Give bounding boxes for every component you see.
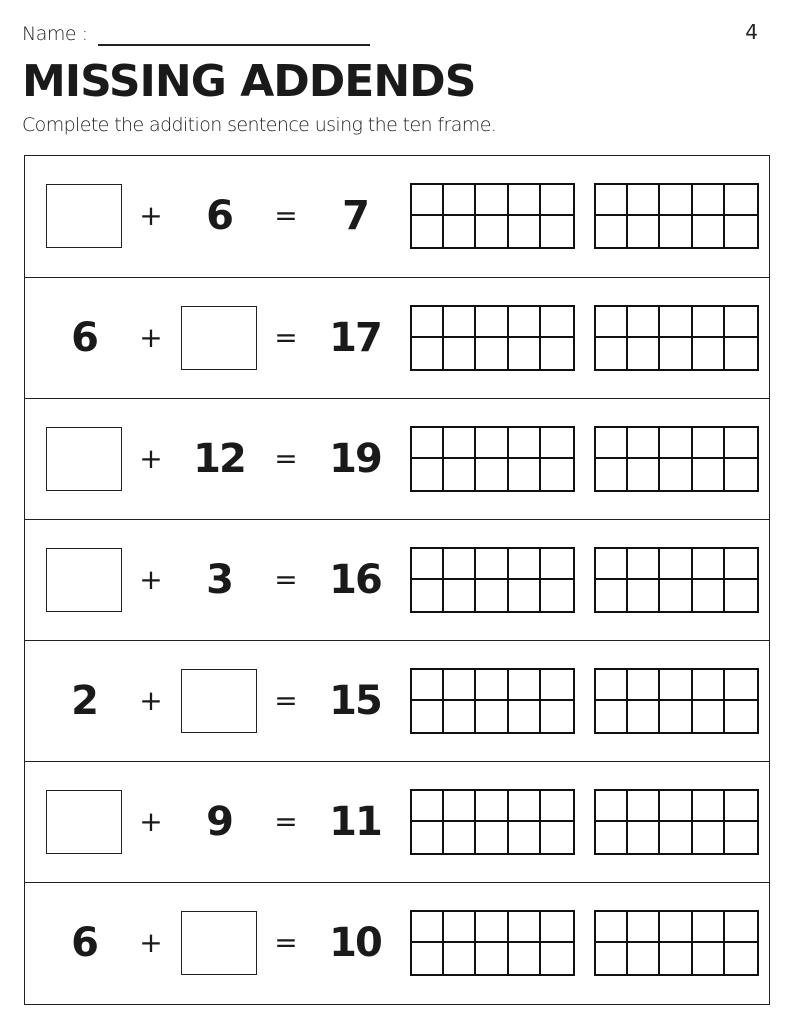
ten-frame-cell[interactable] bbox=[412, 459, 444, 490]
plus-sign: + bbox=[139, 925, 163, 959]
ten-frame-cell[interactable] bbox=[596, 338, 628, 369]
second-addend-slot bbox=[181, 669, 257, 733]
ten-frame-cell[interactable] bbox=[693, 549, 725, 580]
ten-frame-cell[interactable] bbox=[509, 428, 541, 459]
ten-frame-cell[interactable] bbox=[660, 670, 692, 701]
ten-frame-cell[interactable] bbox=[541, 701, 573, 732]
equals-sign: = bbox=[274, 804, 298, 838]
equals-sign: = bbox=[274, 683, 298, 717]
ten-frame-cell[interactable] bbox=[660, 549, 692, 580]
answer-box[interactable] bbox=[46, 427, 122, 491]
ten-frame-cell[interactable] bbox=[660, 459, 692, 490]
ten-frame-cell[interactable] bbox=[412, 549, 444, 580]
ten-frame-cell[interactable] bbox=[541, 549, 573, 580]
ten-frame-cell[interactable] bbox=[725, 307, 757, 338]
first-addend: 6 bbox=[71, 919, 97, 966]
ten-frame bbox=[410, 789, 575, 855]
ten-frame-cell[interactable] bbox=[412, 791, 444, 822]
ten-frame-cell[interactable] bbox=[509, 549, 541, 580]
answer-box[interactable] bbox=[181, 306, 257, 370]
ten-frame-cell[interactable] bbox=[628, 822, 660, 853]
name-label: Name : bbox=[22, 23, 88, 45]
ten-frame-cell[interactable] bbox=[693, 185, 725, 216]
ten-frame-cell[interactable] bbox=[509, 701, 541, 732]
problem-row bbox=[25, 882, 769, 1003]
ten-frame-cell[interactable] bbox=[541, 216, 573, 247]
ten-frame-cell[interactable] bbox=[725, 549, 757, 580]
ten-frame-cell[interactable] bbox=[693, 912, 725, 943]
ten-frame-cell[interactable] bbox=[509, 338, 541, 369]
ten-frame-cell[interactable] bbox=[693, 670, 725, 701]
ten-frame-cell[interactable] bbox=[628, 791, 660, 822]
ten-frame-cell[interactable] bbox=[596, 580, 628, 611]
ten-frame-cell[interactable] bbox=[444, 912, 476, 943]
answer-box[interactable] bbox=[181, 911, 257, 975]
ten-frame-cell[interactable] bbox=[693, 701, 725, 732]
ten-frame-cell[interactable] bbox=[541, 912, 573, 943]
name-row bbox=[22, 20, 382, 50]
ten-frame-cell[interactable] bbox=[596, 912, 628, 943]
sum-value: 10 bbox=[329, 919, 381, 966]
ten-frame-cell[interactable] bbox=[660, 185, 692, 216]
ten-frame-cell[interactable] bbox=[541, 428, 573, 459]
page-number: 4 bbox=[745, 20, 758, 44]
ten-frame-cell[interactable] bbox=[725, 822, 757, 853]
ten-frame-cell[interactable] bbox=[628, 580, 660, 611]
ten-frame-cell[interactable] bbox=[476, 428, 508, 459]
ten-frame-cell[interactable] bbox=[660, 428, 692, 459]
second-addend-slot bbox=[193, 435, 245, 482]
ten-frame-cell[interactable] bbox=[541, 580, 573, 611]
plus-sign: + bbox=[139, 199, 163, 233]
plus-sign: + bbox=[139, 562, 163, 596]
ten-frame-cell[interactable] bbox=[596, 307, 628, 338]
ten-frame-cell[interactable] bbox=[444, 943, 476, 974]
answer-box[interactable] bbox=[181, 669, 257, 733]
ten-frame-cell[interactable] bbox=[628, 459, 660, 490]
plus-sign: + bbox=[139, 441, 163, 475]
ten-frame-cell[interactable] bbox=[476, 185, 508, 216]
ten-frame-cell[interactable] bbox=[596, 822, 628, 853]
ten-frame-cell[interactable] bbox=[412, 338, 444, 369]
ten-frame-cell[interactable] bbox=[660, 338, 692, 369]
problem-row bbox=[25, 156, 769, 277]
ten-frame-cell[interactable] bbox=[509, 307, 541, 338]
equals-sign: = bbox=[274, 199, 298, 233]
ten-frame-cell[interactable] bbox=[660, 822, 692, 853]
ten-frame-cell[interactable] bbox=[693, 307, 725, 338]
ten-frame-cell[interactable] bbox=[476, 459, 508, 490]
ten-frame bbox=[594, 789, 759, 855]
plus-sign: + bbox=[139, 804, 163, 838]
second-addend-slot bbox=[206, 556, 232, 603]
first-addend-slot bbox=[71, 677, 97, 724]
ten-frame bbox=[410, 183, 575, 249]
worksheet-title: MISSING ADDENDS bbox=[22, 56, 476, 107]
ten-frame-cell[interactable] bbox=[596, 943, 628, 974]
ten-frame-cell[interactable] bbox=[444, 791, 476, 822]
ten-frame bbox=[410, 910, 575, 976]
sum-value: 16 bbox=[329, 556, 381, 603]
ten-frame bbox=[594, 183, 759, 249]
second-addend: 6 bbox=[206, 193, 232, 240]
ten-frame-cell[interactable] bbox=[541, 459, 573, 490]
ten-frame-cell[interactable] bbox=[509, 216, 541, 247]
ten-frame-cell[interactable] bbox=[660, 216, 692, 247]
ten-frame-cell[interactable] bbox=[693, 459, 725, 490]
second-addend-slot bbox=[181, 306, 257, 370]
ten-frame-cell[interactable] bbox=[541, 670, 573, 701]
plus-sign: + bbox=[139, 683, 163, 717]
name-write-line[interactable] bbox=[98, 44, 370, 46]
problem-row bbox=[25, 761, 769, 882]
ten-frame-cell[interactable] bbox=[476, 701, 508, 732]
ten-frame-cell[interactable] bbox=[476, 216, 508, 247]
ten-frame bbox=[410, 305, 575, 371]
problem-row bbox=[25, 519, 769, 640]
instructions: Complete the addition sentence using the ten frame. bbox=[22, 114, 497, 136]
ten-frame-cell[interactable] bbox=[412, 428, 444, 459]
ten-frame-cell[interactable] bbox=[693, 216, 725, 247]
ten-frame-cell[interactable] bbox=[596, 459, 628, 490]
answer-box[interactable] bbox=[46, 790, 122, 854]
ten-frame-cell[interactable] bbox=[596, 428, 628, 459]
ten-frame-cell[interactable] bbox=[693, 428, 725, 459]
ten-frame bbox=[594, 910, 759, 976]
ten-frame-cell[interactable] bbox=[541, 185, 573, 216]
ten-frame bbox=[594, 426, 759, 492]
ten-frame-cell[interactable] bbox=[541, 791, 573, 822]
equals-sign: = bbox=[274, 562, 298, 596]
second-addend-slot bbox=[206, 798, 232, 845]
ten-frame-cell[interactable] bbox=[509, 791, 541, 822]
ten-frame-cell[interactable] bbox=[444, 701, 476, 732]
ten-frame-cell[interactable] bbox=[444, 428, 476, 459]
ten-frame-cell[interactable] bbox=[660, 943, 692, 974]
ten-frame-cell[interactable] bbox=[509, 459, 541, 490]
ten-frame-cell[interactable] bbox=[412, 670, 444, 701]
ten-frame-cell[interactable] bbox=[725, 428, 757, 459]
second-addend: 12 bbox=[193, 435, 245, 482]
ten-frame-cell[interactable] bbox=[628, 185, 660, 216]
plus-sign: + bbox=[139, 320, 163, 354]
ten-frame-cell[interactable] bbox=[596, 791, 628, 822]
ten-frame-cell[interactable] bbox=[476, 338, 508, 369]
ten-frame bbox=[410, 668, 575, 734]
equals-sign: = bbox=[274, 925, 298, 959]
ten-frame-cell[interactable] bbox=[596, 701, 628, 732]
problem-row bbox=[25, 640, 769, 761]
ten-frame-cell[interactable] bbox=[444, 822, 476, 853]
ten-frame-cell[interactable] bbox=[596, 216, 628, 247]
ten-frame bbox=[410, 547, 575, 613]
ten-frame-cell[interactable] bbox=[412, 912, 444, 943]
ten-frame-cell[interactable] bbox=[444, 670, 476, 701]
ten-frame-cell[interactable] bbox=[725, 338, 757, 369]
ten-frame-cell[interactable] bbox=[412, 307, 444, 338]
ten-frame-cell[interactable] bbox=[628, 338, 660, 369]
ten-frame-cell[interactable] bbox=[628, 307, 660, 338]
ten-frame-cell[interactable] bbox=[596, 549, 628, 580]
second-addend: 9 bbox=[206, 798, 232, 845]
ten-frame-cell[interactable] bbox=[509, 943, 541, 974]
first-addend: 6 bbox=[71, 314, 97, 361]
ten-frame-cell[interactable] bbox=[476, 912, 508, 943]
ten-frame-cell[interactable] bbox=[541, 338, 573, 369]
ten-frame-cell[interactable] bbox=[596, 670, 628, 701]
ten-frame-cell[interactable] bbox=[541, 822, 573, 853]
ten-frame-cell[interactable] bbox=[412, 185, 444, 216]
ten-frame-cell[interactable] bbox=[412, 701, 444, 732]
ten-frame-cell[interactable] bbox=[541, 943, 573, 974]
ten-frame-cell[interactable] bbox=[628, 428, 660, 459]
ten-frame-cell[interactable] bbox=[541, 307, 573, 338]
problem-row bbox=[25, 277, 769, 398]
ten-frame-cell[interactable] bbox=[660, 701, 692, 732]
ten-frame-cell[interactable] bbox=[725, 216, 757, 247]
ten-frame-cell[interactable] bbox=[476, 549, 508, 580]
ten-frame-cell[interactable] bbox=[444, 307, 476, 338]
ten-frame-cell[interactable] bbox=[412, 822, 444, 853]
first-addend-slot bbox=[71, 919, 97, 966]
ten-frame-cell[interactable] bbox=[628, 912, 660, 943]
sum-value: 7 bbox=[342, 193, 368, 240]
ten-frame bbox=[594, 305, 759, 371]
ten-frame-cell[interactable] bbox=[628, 670, 660, 701]
ten-frame-cell[interactable] bbox=[693, 338, 725, 369]
first-addend: 2 bbox=[71, 677, 97, 724]
ten-frame-cell[interactable] bbox=[412, 943, 444, 974]
answer-box[interactable] bbox=[46, 548, 122, 612]
sum-value: 11 bbox=[329, 798, 381, 845]
ten-frame-cell[interactable] bbox=[476, 791, 508, 822]
ten-frame-cell[interactable] bbox=[476, 670, 508, 701]
ten-frame-cell[interactable] bbox=[444, 216, 476, 247]
ten-frame-cell[interactable] bbox=[444, 459, 476, 490]
ten-frame-cell[interactable] bbox=[596, 185, 628, 216]
ten-frame-cell[interactable] bbox=[509, 185, 541, 216]
sum-value: 15 bbox=[329, 677, 381, 724]
ten-frame-cell[interactable] bbox=[628, 943, 660, 974]
ten-frame-cell[interactable] bbox=[444, 338, 476, 369]
ten-frame-cell[interactable] bbox=[660, 307, 692, 338]
ten-frame-cell[interactable] bbox=[693, 822, 725, 853]
second-addend: 3 bbox=[206, 556, 232, 603]
ten-frame-cell[interactable] bbox=[628, 216, 660, 247]
ten-frame-cell[interactable] bbox=[725, 943, 757, 974]
ten-frame-cell[interactable] bbox=[660, 580, 692, 611]
ten-frame-cell[interactable] bbox=[725, 185, 757, 216]
ten-frame-cell[interactable] bbox=[476, 580, 508, 611]
answer-box[interactable] bbox=[46, 184, 122, 248]
ten-frame-cell[interactable] bbox=[725, 580, 757, 611]
ten-frame-cell[interactable] bbox=[628, 549, 660, 580]
ten-frame-cell[interactable] bbox=[509, 822, 541, 853]
ten-frame-cell[interactable] bbox=[725, 701, 757, 732]
first-addend-slot bbox=[46, 427, 122, 491]
ten-frame-cell[interactable] bbox=[476, 943, 508, 974]
ten-frame bbox=[594, 547, 759, 613]
first-addend-slot bbox=[46, 790, 122, 854]
ten-frame-cell[interactable] bbox=[509, 912, 541, 943]
ten-frame-cell[interactable] bbox=[725, 791, 757, 822]
ten-frame-cell[interactable] bbox=[476, 822, 508, 853]
ten-frame-cell[interactable] bbox=[412, 580, 444, 611]
sum-value: 19 bbox=[329, 435, 381, 482]
ten-frame-cell[interactable] bbox=[725, 912, 757, 943]
ten-frame-cell[interactable] bbox=[412, 216, 444, 247]
ten-frame-cell[interactable] bbox=[725, 459, 757, 490]
ten-frame-cell[interactable] bbox=[693, 791, 725, 822]
first-addend-slot bbox=[71, 314, 97, 361]
ten-frame bbox=[410, 426, 575, 492]
ten-frame-cell[interactable] bbox=[693, 943, 725, 974]
ten-frame-cell[interactable] bbox=[476, 307, 508, 338]
ten-frame-cell[interactable] bbox=[509, 670, 541, 701]
problem-table bbox=[24, 155, 770, 1005]
ten-frame-cell[interactable] bbox=[660, 912, 692, 943]
ten-frame bbox=[594, 668, 759, 734]
first-addend-slot bbox=[46, 184, 122, 248]
ten-frame-cell[interactable] bbox=[660, 791, 692, 822]
sum-value: 17 bbox=[329, 314, 381, 361]
second-addend-slot bbox=[206, 193, 232, 240]
ten-frame-cell[interactable] bbox=[725, 670, 757, 701]
ten-frame-cell[interactable] bbox=[444, 185, 476, 216]
second-addend-slot bbox=[181, 911, 257, 975]
ten-frame-cell[interactable] bbox=[444, 580, 476, 611]
equals-sign: = bbox=[274, 320, 298, 354]
problem-row bbox=[25, 398, 769, 519]
ten-frame-cell[interactable] bbox=[509, 580, 541, 611]
ten-frame-cell[interactable] bbox=[628, 701, 660, 732]
ten-frame-cell[interactable] bbox=[693, 580, 725, 611]
ten-frame-cell[interactable] bbox=[444, 549, 476, 580]
first-addend-slot bbox=[46, 548, 122, 612]
equals-sign: = bbox=[274, 441, 298, 475]
